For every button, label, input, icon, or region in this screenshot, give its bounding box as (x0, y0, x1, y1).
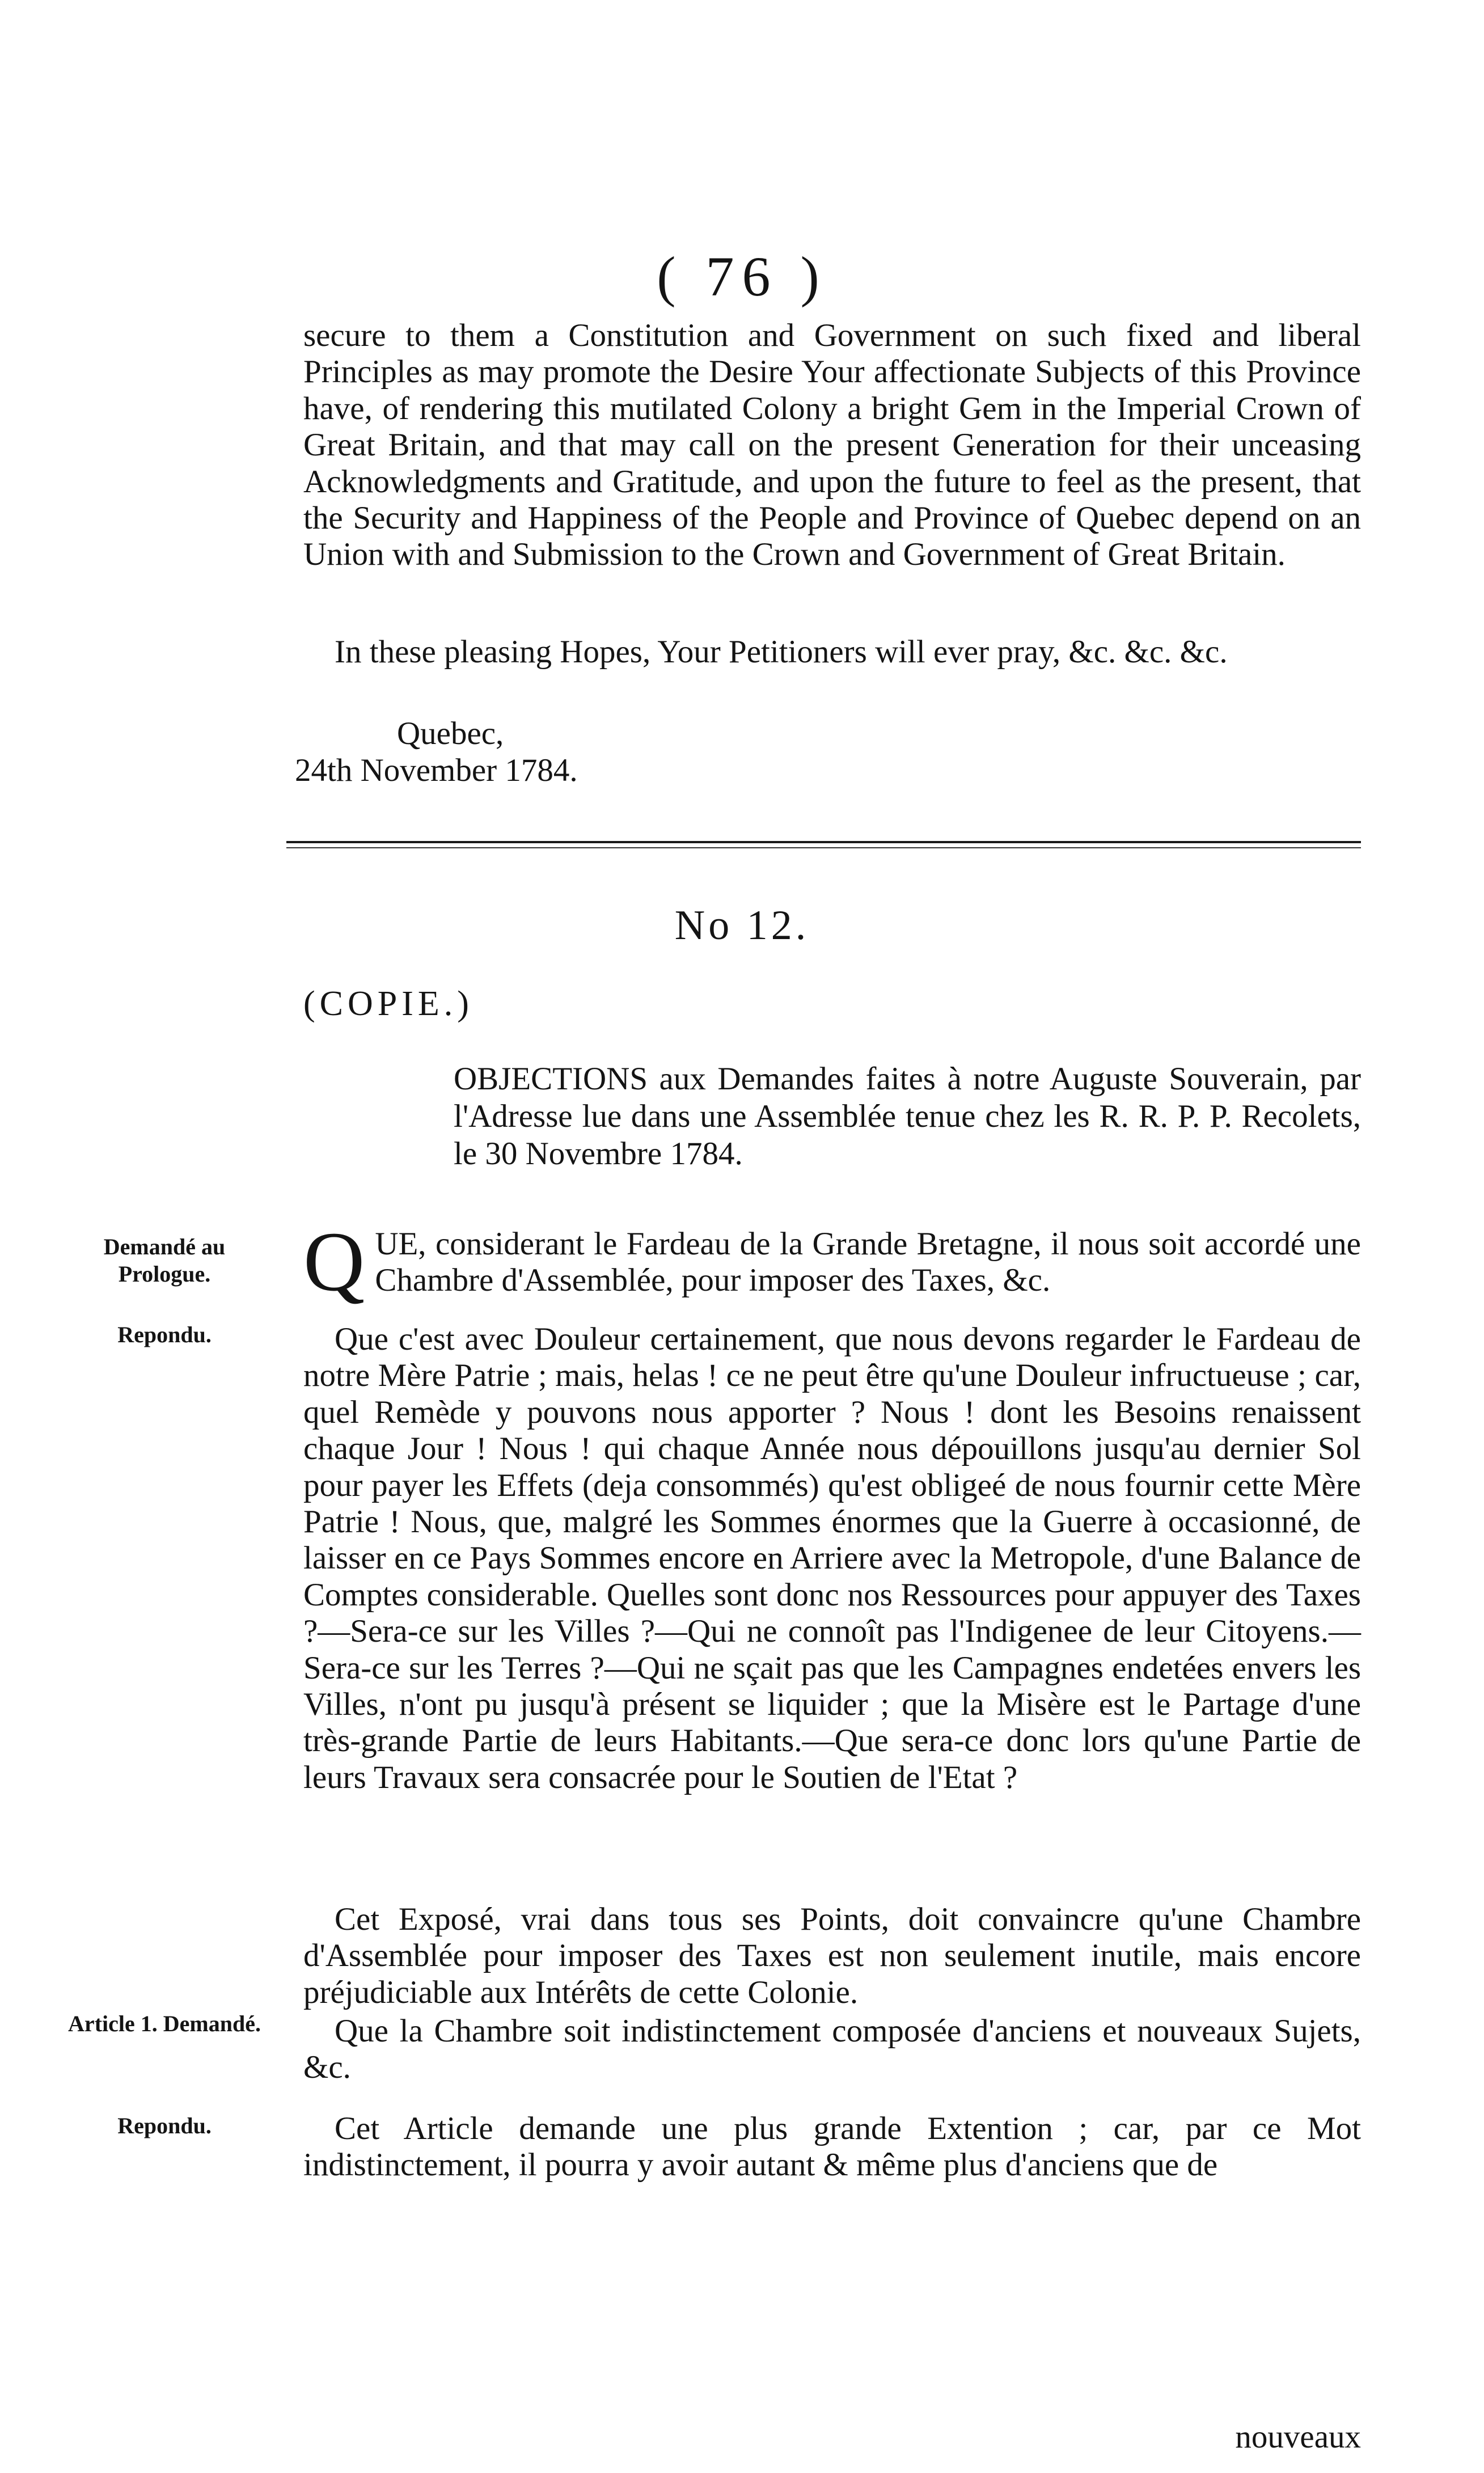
section-divider (286, 841, 1361, 843)
paragraph-text: Que la Chambre soit indistinctement composée d'anciens et nouveaux Sujets, &c. (303, 2013, 1361, 2086)
petition-closing-line (303, 634, 1361, 670)
paragraph-text: Cet Article demande une plus grande Extention ; car, par ce Mot indistinctement, il pourra y avoir autant & même plus d'anciens que de (303, 2111, 1361, 2183)
paragraph-text: Que c'est avec Douleur certainement, que nous devons regarder le Fardeau de notre Mère Patrie ; mais, helas ! ce ne peut être qu'une Douleur infructueuse ; car, quel Remède y pouvons nous apporter ? Nous ! dont les Besoins renaissent chaque Jour ! Nous ! qui chaque Année nous dépouillons jusqu'au dernier Sol pour payer les Effets (deja consommés) qu'est obligeé de nous fournir cette Mère Patrie ! Nous, que, malgré les Sommes énormes que la Guerre à occasionné, de laisser en ce Pays Sommes encore en Arriere avec la Metropole, d'une Balance de Comptes considerable. Quelles sont donc nos Ressources pour appuyer des Taxes ?—Sera-ce sur les Villes ?—Qui ne connoît pas l'Indigenee de leur Citoyens.—Sera-ce sur les Terres ?—Qui ne sçait pas que les Campagnes endetées envers les Villes, n'ont pu jusqu'à présent se liquider ; que la Misère est le Partage d'une très-grande Partie de leurs Habitants.—Que sera-ce donc lors qu'une Partie de leurs Travaux sera consacrée pour le Soutien de l'Etat ? (303, 1321, 1361, 1795)
margin-note-repondu-1: Repondu. (117, 1322, 212, 1347)
objection-paragraph-5 (303, 2111, 1361, 2184)
page-number: ( 76 ) (657, 245, 827, 308)
closing-text: In these pleasing Hopes, Your Petitioners will ever pray, &c. &c. &c. (335, 634, 1228, 670)
section-heading (454, 1060, 1361, 1173)
margin-note-demande-prologue: Demandé au Prologue. (103, 1234, 226, 1287)
drop-cap: Q (303, 1215, 365, 1309)
signature-date: 24th November 1784. (295, 753, 578, 788)
margin-note-article-1: Article 1. Demandé. (68, 2011, 261, 2036)
section-number: No 12. (674, 902, 810, 949)
paragraph-text: UE, considerant le Fardeau de la Grande Bretagne, il nous soit accordé une Chambre d'Assemblée, pour imposer des Taxes, &c. (375, 1226, 1361, 1298)
paragraph-text: secure to them a Constitution and Government on such fixed and liberal Principles as may promote the Desire Your affectionate Subjects of this Province have, of rendering this mutilated Colony a bright Gem in the Imperial Crown of Great Britain, and that may call on the present Generation for their unceasing Acknowledgments and Gratitude, and upon the future to feel as the present, that the Security and Happiness of the People and Province of Quebec depend on an Union with and Submission to the Crown and Government of Great Britain. (303, 318, 1361, 573)
heading-text: OBJECTIONS aux Demandes faites à notre Auguste Souverain, par l'Adresse lue dans une Assemblée tenue chez les R. R. P. P. Recolets, le 30 Novembre 1784. (454, 1061, 1361, 1172)
petition-closing-paragraph (303, 318, 1361, 573)
objection-paragraph-4 (303, 2013, 1361, 2086)
objection-paragraph-3 (303, 1901, 1361, 2011)
catchword: nouveaux (1235, 2419, 1361, 2455)
objection-paragraph-2 (303, 1321, 1361, 1796)
paragraph-text: Cet Exposé, vrai dans tous ses Points, doit convaincre qu'une Chambre d'Assemblée pour imposer des Taxes est non seulement inutile, mais encore préjudiciable aux Intérêts de cette Colonie. (303, 1901, 1361, 2010)
copie-label: (COPIE.) (303, 984, 473, 1023)
objection-paragraph-1 (303, 1215, 1361, 1309)
section-divider-thin (286, 847, 1361, 848)
signature-place: Quebec, (397, 716, 504, 751)
margin-note-repondu-2: Repondu. (117, 2113, 212, 2138)
